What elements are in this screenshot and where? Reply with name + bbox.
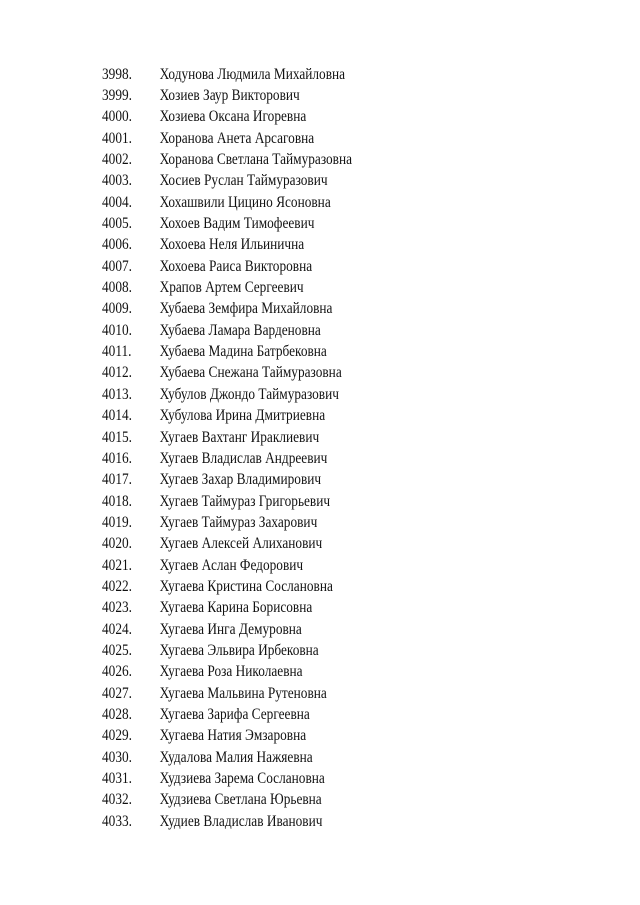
list-item — [102, 491, 352, 512]
list-item — [102, 448, 352, 469]
list-item — [102, 619, 352, 640]
list-item — [102, 726, 352, 747]
entry-name: Худалова Малия Нажяевна — [159, 748, 313, 766]
entry-name: Хозиев Заур Викторович — [159, 87, 300, 105]
entry-name: Хохоева Раиса Викторовна — [159, 257, 313, 275]
list-item — [102, 277, 352, 298]
entry-number: 4013. — [102, 385, 132, 403]
list-item — [102, 598, 352, 619]
entry-name: Хугаев Аслан Федорович — [159, 556, 304, 574]
list-item — [102, 534, 352, 555]
entry-name: Хохашвили Цицино Ясоновна — [159, 193, 331, 211]
list-item — [102, 149, 352, 170]
list-item — [102, 811, 352, 832]
list-item — [102, 427, 352, 448]
entry-name: Хугаев Захар Владимирович — [159, 471, 322, 489]
entry-name: Хугаева Мальвина Рутеновна — [159, 684, 327, 702]
list-item — [102, 704, 352, 725]
entry-name: Хубулова Ирина Дмитриевна — [159, 407, 326, 425]
entry-number: 4019. — [102, 513, 132, 531]
entry-number: 4027. — [102, 684, 132, 702]
list-item — [102, 107, 352, 128]
list-item — [102, 256, 352, 277]
entry-name: Хохоев Вадим Тимофеевич — [159, 215, 315, 233]
entry-name: Хубаева Мадина Батрбековна — [159, 343, 327, 361]
list-item — [102, 683, 352, 704]
entry-number: 4031. — [102, 770, 132, 788]
list-item — [102, 768, 352, 789]
entry-name: Хугаев Алексей Алиханович — [159, 535, 323, 553]
entry-number: 4028. — [102, 705, 132, 723]
entry-number: 4008. — [102, 279, 132, 297]
list-item — [102, 171, 352, 192]
entry-number: 4024. — [102, 620, 132, 638]
entry-number: 4014. — [102, 407, 132, 425]
list-item — [102, 406, 352, 427]
entry-number: 4015. — [102, 428, 132, 446]
entry-number: 4018. — [102, 492, 132, 510]
entry-number: 4001. — [102, 129, 132, 147]
entry-number: 4033. — [102, 812, 132, 830]
entry-number: 4030. — [102, 748, 132, 766]
list-item — [102, 576, 352, 597]
entry-number: 4016. — [102, 449, 132, 467]
entry-number: 4020. — [102, 535, 132, 553]
entry-name: Хубулов Джондо Таймуразович — [159, 385, 339, 403]
entry-number: 4012. — [102, 364, 132, 382]
entry-number: 4032. — [102, 791, 132, 809]
entry-name: Худзиева Светлана Юрьевна — [159, 791, 322, 809]
entry-number: 4023. — [102, 599, 132, 617]
list-item — [102, 85, 352, 106]
list-item — [102, 662, 352, 683]
list-item — [102, 128, 352, 149]
entry-number: 4025. — [102, 641, 132, 659]
entry-name: Хугаева Инга Демуровна — [159, 620, 302, 638]
entry-number: 4009. — [102, 300, 132, 318]
entry-name: Хубаева Земфира Михайловна — [159, 300, 333, 318]
entry-number: 4006. — [102, 236, 132, 254]
entry-name: Хугаева Натия Эмзаровна — [159, 727, 307, 745]
list-item — [102, 384, 352, 405]
list-item — [102, 363, 352, 384]
entry-number: 4022. — [102, 577, 132, 595]
entry-name: Хугаев Владислав Андреевич — [159, 449, 328, 467]
entry-number: 4005. — [102, 215, 132, 233]
list-item — [102, 64, 352, 85]
entry-name: Хугаева Зарифа Сергеевна — [159, 705, 310, 723]
entry-number: 4011. — [102, 343, 132, 361]
list-item — [102, 790, 352, 811]
list-item — [102, 320, 352, 341]
list-item — [102, 341, 352, 362]
entry-number: 4002. — [102, 151, 132, 169]
entry-name: Хоранова Анета Арсаговна — [159, 129, 315, 147]
entry-name: Ходунова Людмила Михайловна — [159, 65, 346, 83]
entry-name: Хугаев Таймураз Григорьевич — [159, 492, 331, 510]
list-item — [102, 192, 352, 213]
entry-name: Хосиев Руслан Таймуразович — [159, 172, 328, 190]
entry-name: Худзиева Зарема Сослановна — [159, 770, 325, 788]
entry-name: Хугаева Карина Борисовна — [159, 599, 313, 617]
entry-number: 4010. — [102, 321, 132, 339]
entry-number: 4026. — [102, 663, 132, 681]
entry-name: Хугаева Роза Николаевна — [159, 663, 303, 681]
name-list — [102, 64, 393, 832]
entry-number: 4029. — [102, 727, 132, 745]
entry-number: 4007. — [102, 257, 132, 275]
entry-number: 4004. — [102, 193, 132, 211]
entry-name: Хугаев Таймураз Захарович — [159, 513, 318, 531]
entry-name: Хугаева Кристина Сослановна — [159, 577, 333, 595]
entry-number: 4017. — [102, 471, 132, 489]
entry-number: 4000. — [102, 108, 132, 126]
entry-name: Хоранова Светлана Таймуразовна — [159, 151, 353, 169]
entry-name: Хугаева Эльвира Ирбековна — [159, 641, 319, 659]
list-item — [102, 640, 352, 661]
entry-number: 4021. — [102, 556, 132, 574]
list-item — [102, 299, 352, 320]
entry-name: Хохоева Неля Ильинична — [159, 236, 305, 254]
entry-name: Худиев Владислав Иванович — [159, 812, 323, 830]
list-item — [102, 213, 352, 234]
list-item — [102, 235, 352, 256]
entry-name: Хугаев Вахтанг Ираклиевич — [159, 428, 320, 446]
entry-number: 3998. — [102, 65, 132, 83]
entry-name: Хубаева Ламара Варденовна — [159, 321, 321, 339]
entry-number: 3999. — [102, 87, 132, 105]
list-item — [102, 512, 352, 533]
entry-name: Храпов Артем Сергеевич — [159, 279, 304, 297]
list-item — [102, 470, 352, 491]
list-item — [102, 555, 352, 576]
entry-number: 4003. — [102, 172, 132, 190]
list-item — [102, 747, 352, 768]
entry-name: Хубаева Снежана Таймуразовна — [159, 364, 342, 382]
entry-name: Хозиева Оксана Игоревна — [159, 108, 307, 126]
